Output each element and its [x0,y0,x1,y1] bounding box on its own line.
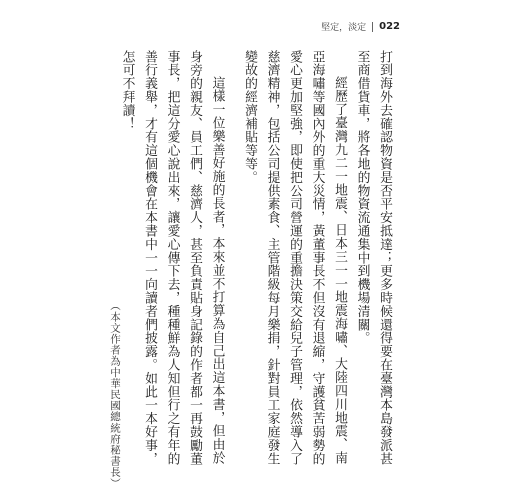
header-divider [372,22,373,32]
paragraph-2: 經歷了臺灣九二一地震、日本三一一地震海嘯、大陸四川地震、南亞海嘯等國內外的重大災情，黃董事長不但沒有退縮，守護貧苦弱勢的愛心更加堅強，即使把公司營運的重擔決策交給兒子管理，依然導入了慈濟精神，包括公司提供素食、主管階級每月樂捐，針對員工家庭發生變故的經濟補貼等等。 [242,50,347,466]
page-number: 022 [379,21,400,32]
chapter-title: 堅定，淡定 [321,23,367,33]
author-signature: （本文作者為中華民國總統府秘書長） [109,300,121,489]
running-header [321,20,400,33]
body-text [105,50,395,470]
paragraph-3: 這樣一位樂善好施的長者，本來並不打算為自己出這本書，但由於身旁的親友、員工們、慈濟人，甚至負責貼身記錄的作者都一再鼓勵董事長，把這分愛心說出來，讓愛心傳下去，種種鮮為人知但行之有年的善行義舉，才有這個機會在本書中一一向讀者們披露。如此一本好事，怎可不拜讀！ [119,50,225,466]
paragraph-1: 打到海外去確認物資是否平安抵達；更多時候還得要在臺灣本島發派甚至商借貨車，將各地的物資流通集中到機場清關。 [354,50,392,466]
